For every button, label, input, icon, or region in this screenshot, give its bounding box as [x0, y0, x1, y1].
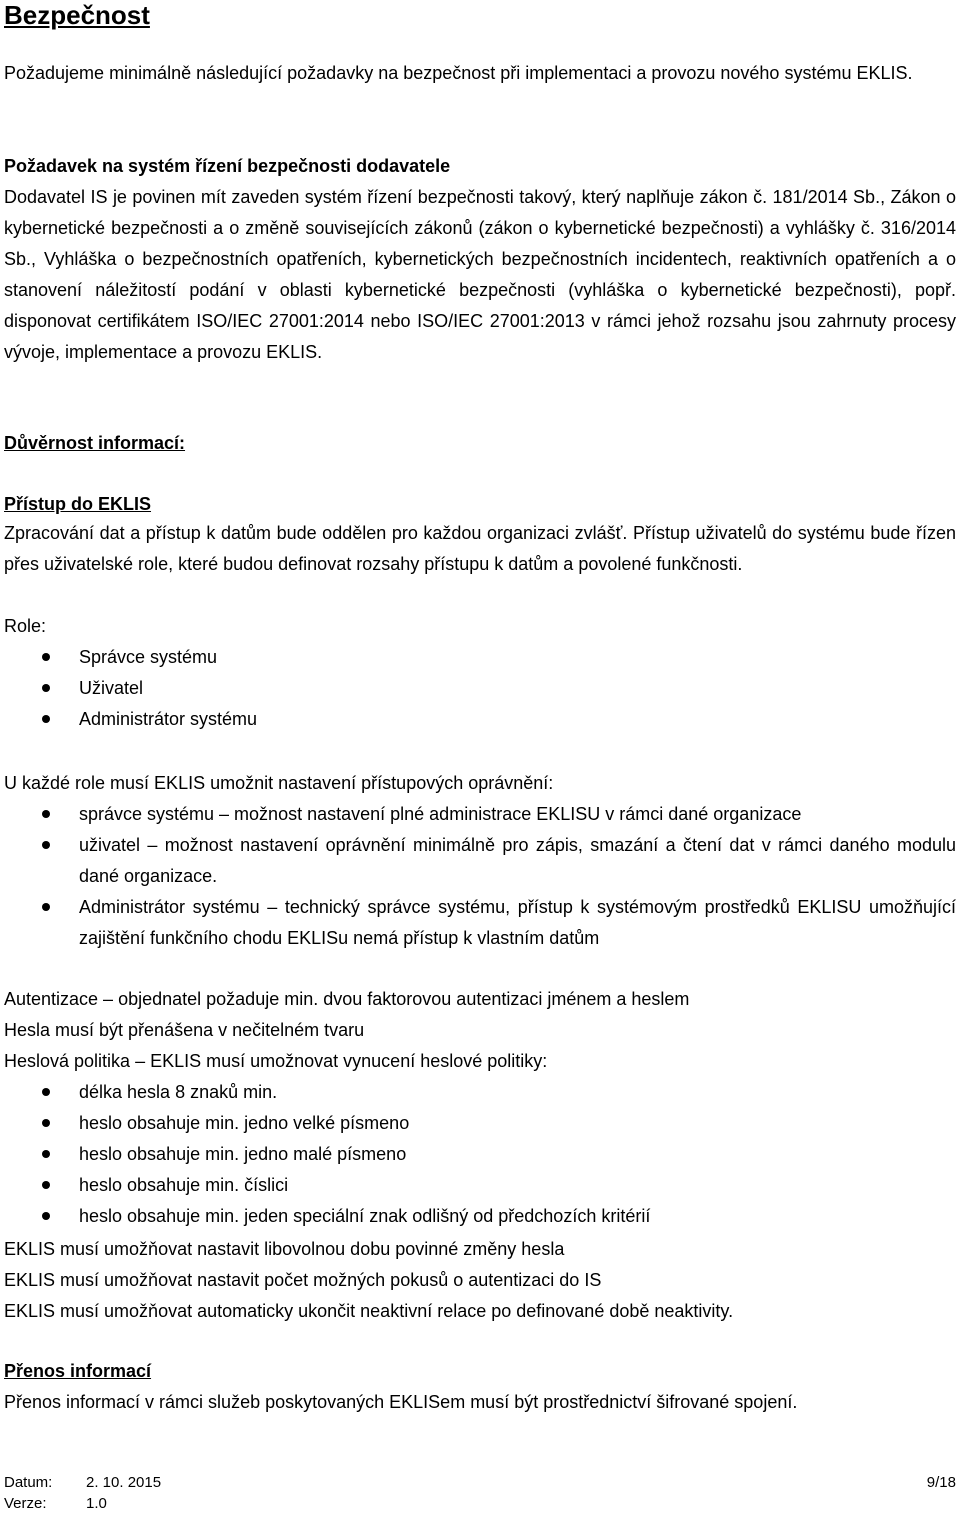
footer-date-row [4, 1472, 956, 1493]
list-item: heslo obsahuje min. číslici [4, 1170, 956, 1201]
footer-version-row [4, 1493, 956, 1514]
list-item: uživatel – možnost nastavení oprávnění minimálně pro zápis, smazání a čtení dat v rámci daného modulu dané organizace. [4, 830, 956, 892]
footer-version-value: 1.0 [86, 1495, 107, 1512]
auth-line: Hesla musí být přenášena v nečitelném tvaru [4, 1020, 365, 1040]
password-policy-list [4, 1077, 956, 1232]
auth-line: Autentizace – objednatel požaduje min. dvou faktorovou autentizaci jménem a heslem [4, 989, 690, 1009]
auth-line: EKLIS musí umožňovat nastavit libovolnou dobu povinné změny hesla [4, 1239, 565, 1259]
auth-line: EKLIS musí umožňovat nastavit počet možných pokusů o autentizaci do IS [4, 1270, 602, 1290]
transfer-text: Přenos informací v rámci služeb poskytovaných EKLISem musí být prostřednictví šifrované spojení. [4, 1392, 798, 1412]
list-item: heslo obsahuje min. jeden speciální znak odlišný od předchozích kritérií [4, 1201, 956, 1232]
list-item: heslo obsahuje min. jedno velké písmeno [4, 1108, 956, 1139]
footer-version-label: Verze: [4, 1495, 47, 1512]
access-title: Přístup do EKLIS [4, 494, 152, 514]
auth-line: EKLIS musí umožňovat automaticky ukončit neaktivní relace po definované době neaktivity. [4, 1301, 734, 1321]
list-item: Uživatel [4, 673, 956, 704]
roles-list [4, 642, 956, 735]
permissions-intro: U každé role musí EKLIS umožnit nastavení přístupových oprávnění: [4, 773, 554, 793]
permissions-list [4, 799, 956, 954]
footer-date-value: 2. 10. 2015 [86, 1474, 162, 1491]
list-item: Administrátor systému [4, 704, 956, 735]
page-heading: Bezpečnost [4, 0, 150, 30]
page-number: 9/18 [926, 1474, 956, 1491]
page-footer [4, 1472, 956, 1514]
section-title-security-management: Požadavek na systém řízení bezpečnosti dodavatele [4, 156, 451, 176]
list-item: Administrátor systému – technický správce systému, přístup k systémovým prostředků EKLISU umožňující zajištění funkčního chodu EKLISu nemá přístup k vlastním datům [4, 892, 956, 954]
list-item: délka hesla 8 znaků min. [4, 1077, 956, 1108]
confidentiality-title: Důvěrnost informací: [4, 433, 186, 453]
roles-label: Role: [4, 616, 47, 636]
access-text: Zpracování dat a přístup k datům bude oddělen pro každou organizaci zvlášť. Přístup uživatelů do systému bude řízen přes uživatelské role, které budou definovat rozsahy přístupu k datům a povolené funkčnosti. [4, 523, 956, 574]
transfer-title: Přenos informací [4, 1361, 152, 1381]
intro-paragraph: Požadujeme minimálně následující požadavky na bezpečnost při implementaci a provozu nového systému EKLIS. [4, 63, 913, 83]
list-item: Správce systému [4, 642, 956, 673]
list-item: heslo obsahuje min. jedno malé písmeno [4, 1139, 956, 1170]
security-management-text: Dodavatel IS je povinen mít zaveden systém řízení bezpečnosti takový, který naplňuje zákon č. 181/2014 Sb., Zákon o kybernetické bezpečnosti a o změně souvisejících zákonů (zákon o kybernetické bezpečnosti) a vyhlášky č. 316/2014 Sb., Vyhláška o bezpečnostních opatřeních, kybernetických bezpečnostních incidentech, reaktivních opatřeních a o stanovení náležitostí podání v oblasti kybernetické bezpečnosti (vyhláška o kybernetické bezpečnosti), popř. disponovat certifikátem ISO/IEC 27001:2014 nebo ISO/IEC 27001:2013 v rámci jehož rozsahu jsou zahrnuty procesy vývoje, implementace a provozu EKLIS. [4, 187, 956, 362]
auth-line: Heslová politika – EKLIS musí umožnovat vynucení heslové politiky: [4, 1051, 548, 1071]
list-item: správce systému – možnost nastavení plné administrace EKLISU v rámci dané organizace [4, 799, 956, 830]
footer-date-label: Datum: [4, 1474, 53, 1491]
